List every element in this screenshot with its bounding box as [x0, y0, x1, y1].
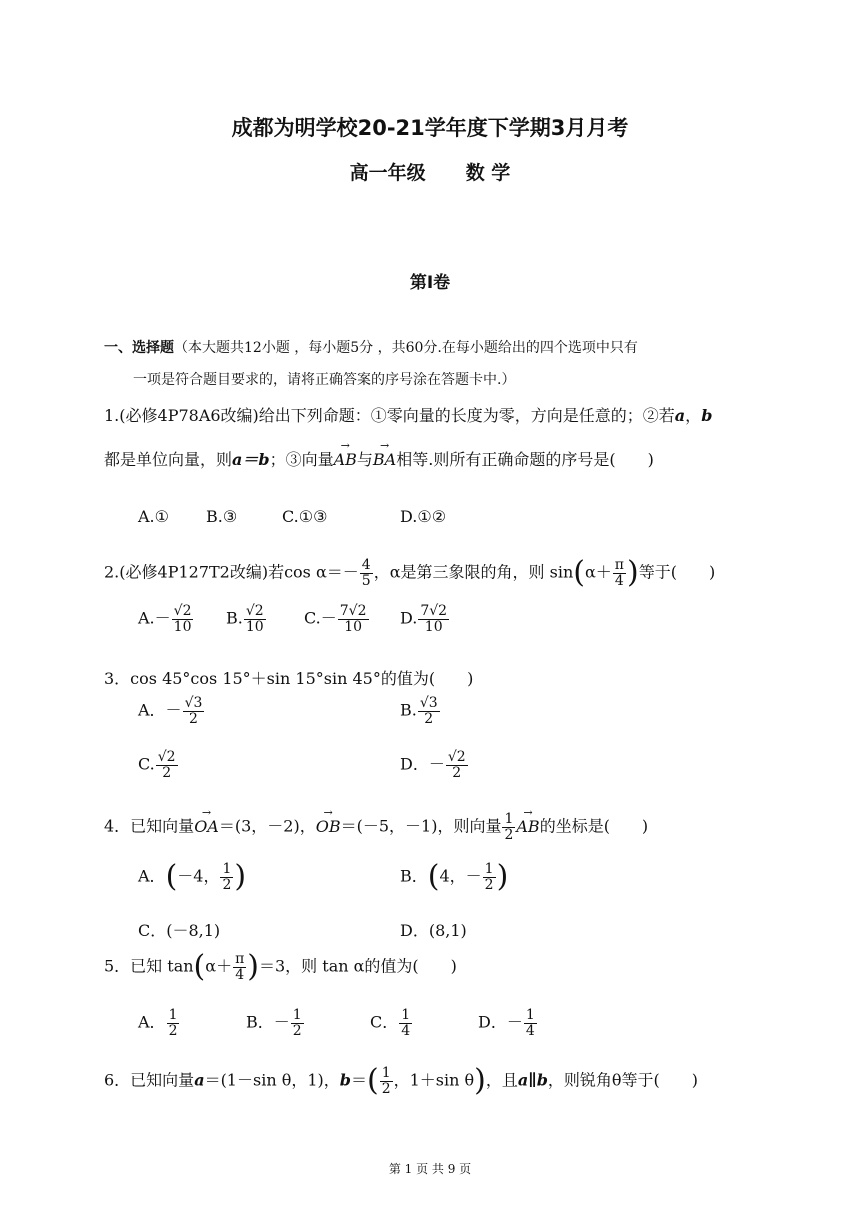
q3-stem: 3．cos 45°cos 15°＋sin 15°sin 45°的值为( ) [104, 669, 474, 688]
q5-pi-fraction [233, 952, 246, 982]
q4-frac-num: 1 [504, 811, 514, 827]
q6-parallel: a∥b [517, 1070, 548, 1090]
q4-b-inner: 4，－ [439, 866, 482, 886]
q4-frac-den: 2 [504, 826, 514, 843]
q1-option-b[interactable]: B.③ [206, 507, 238, 526]
q3-option-c[interactable] [138, 750, 179, 780]
q5-option-d-label: D．－ [478, 1012, 523, 1032]
q2-inner: α＋ [584, 562, 612, 582]
q2-fraction [360, 558, 373, 588]
q5-option-b[interactable] [246, 1008, 305, 1038]
q3-option-d-label: D．－ [400, 754, 445, 774]
q2-pi-den: 4 [614, 572, 624, 589]
vector-ab-q4: → AB [516, 817, 539, 836]
q3-option-a-frac [183, 696, 205, 726]
q2-d-num: 7√2 [420, 603, 448, 619]
q5-option-b-frac [291, 1008, 304, 1038]
section-desc-1: （本大题共12小题 ，每小题5分 ，共60分.在每小题给出的四个选项中只有 [174, 340, 638, 356]
left-paren: ( [193, 949, 206, 985]
q4-option-b[interactable] [400, 859, 509, 895]
section-label: 一、选择题 [104, 340, 174, 356]
q6-frac-den: 2 [381, 1080, 391, 1097]
q1-var-b: b [701, 406, 713, 425]
q6-stem [104, 1063, 699, 1099]
q6-text: 6．已知向量 [104, 1070, 195, 1090]
q2-b-den: 10 [245, 618, 264, 635]
q5-option-c-label: C． [370, 1012, 399, 1032]
grade-label: 高一年级 [349, 162, 426, 184]
q2-d-den: 10 [424, 618, 443, 635]
q5-option-b-label: B．－ [246, 1012, 290, 1032]
q2-c-den: 10 [344, 618, 363, 635]
q3-a-den: 2 [189, 710, 198, 727]
right-paren: ) [496, 859, 509, 895]
q3-option-b[interactable] [400, 696, 441, 726]
q4-option-a-frac [220, 862, 233, 892]
subject-label: 数 学 [465, 162, 511, 184]
q5-c-den: 4 [401, 1022, 411, 1039]
q2-option-d-label: D. [400, 608, 418, 628]
vector-oa: → OA [194, 817, 219, 836]
q2-option-b-frac [244, 604, 266, 634]
q2-stem [104, 555, 716, 591]
vector-ba: → BA [373, 450, 396, 469]
q2-option-a-frac [172, 604, 194, 634]
q4-b-num: 1 [484, 861, 494, 877]
q1-text-3: ；③向量 [269, 450, 334, 469]
q3-option-c-label: C. [138, 754, 155, 774]
q2-a-num: √2 [173, 603, 192, 619]
q5-option-a[interactable] [138, 1008, 180, 1038]
q5-option-d[interactable] [478, 1008, 538, 1038]
q4-a-den: 2 [222, 876, 232, 893]
exam-subtitle [0, 158, 860, 185]
q4-stem [104, 812, 648, 842]
q1-var-a: a [674, 406, 686, 425]
left-paren: ( [427, 859, 440, 895]
q2-frac-num: 4 [361, 557, 371, 573]
right-paren: ) [234, 859, 247, 895]
q1-option-d[interactable]: D.①② [400, 507, 447, 526]
q3-option-c-frac [156, 750, 178, 780]
q4-text-4: 的坐标是( ) [539, 816, 649, 836]
q4-option-d[interactable]: D．(8,1) [400, 921, 467, 940]
q2-text-2: ，α是第三象限的角，则 sin [373, 562, 574, 582]
q4-option-a[interactable] [138, 859, 247, 895]
page-footer: 第 1 页 共 9 页 [388, 1162, 472, 1176]
left-paren: ( [366, 1063, 379, 1099]
q2-option-a-label: A.－ [138, 608, 171, 628]
q6-fraction [380, 1066, 393, 1096]
q1-text-5: 相等.则所有正确命题的序号是( ) [396, 450, 654, 469]
q3-b-num: √3 [419, 695, 438, 711]
q4-option-b-label: B． [400, 866, 428, 886]
volume-label: 第Ⅰ卷 [409, 273, 451, 293]
right-paren: ) [474, 1063, 486, 1099]
q1-option-a[interactable]: A.① [138, 507, 169, 526]
q5-option-d-frac [524, 1008, 537, 1038]
right-paren: ) [247, 949, 259, 985]
vector-ab: → AB [334, 450, 357, 469]
q2-option-b-label: B. [226, 608, 243, 628]
q4-fraction [502, 812, 515, 842]
q5-option-a-frac [167, 1008, 180, 1038]
q5-a-num: 1 [168, 1007, 178, 1023]
section-desc-2: 一项是符合题目要求的，请将正确答案的序号涂在答题卡中.） [133, 372, 516, 388]
q5-option-c-frac [399, 1008, 412, 1038]
q1-text-4: 与 [356, 450, 373, 469]
q5-stem [104, 949, 457, 985]
q3-option-d[interactable] [400, 750, 469, 780]
q3-c-den: 2 [162, 764, 172, 781]
q4-a-num: 1 [222, 861, 232, 877]
q5-option-a-label: A． [138, 1012, 166, 1032]
q2-pi-num: π [614, 557, 624, 573]
q5-b-num: 1 [292, 1007, 302, 1023]
q2-option-c-label: C.－ [304, 608, 337, 628]
q6-frac-num: 1 [381, 1065, 391, 1081]
q2-option-c[interactable] [304, 604, 370, 634]
q1-option-c[interactable]: C.①③ [282, 507, 328, 526]
q3-b-den: 2 [424, 710, 434, 727]
q6-text-2: ＝(1－sin θ，1)， [204, 1070, 340, 1090]
q3-d-den: 2 [452, 764, 462, 781]
q5-pi-den: 4 [235, 966, 245, 983]
q2-option-d[interactable] [400, 604, 450, 634]
q1-eq: a＝b [232, 450, 270, 469]
q3-option-a[interactable] [138, 696, 205, 726]
q2-b-num: √2 [245, 603, 264, 619]
q4-b-den: 2 [484, 876, 494, 893]
q6-inner: ，1＋sin θ [393, 1070, 475, 1090]
q3-option-b-frac [418, 696, 440, 726]
q2-option-c-frac [338, 604, 369, 634]
q5-pi-num: π [235, 951, 245, 967]
q4-option-b-frac [483, 862, 496, 892]
q4-a-inner: －4， [177, 866, 220, 886]
q6-var-a: a [194, 1070, 205, 1090]
q4-text-3: ＝(－5，－1)，则向量 [340, 816, 502, 836]
q2-option-d-frac [418, 604, 449, 634]
exam-title: 成都为明学校20-21学年度下学期3月月考 [231, 116, 629, 140]
q1-sep: ， [685, 406, 702, 425]
q1-line2 [104, 447, 654, 470]
q1-line1 [104, 403, 712, 426]
q4-option-a-label: A． [138, 866, 166, 886]
q6-text-3: ＝ [350, 1070, 367, 1090]
q3-option-a-label: A．－ [138, 700, 182, 720]
q6-text-5: ，则锐角θ等于( ) [547, 1070, 699, 1090]
q5-c-num: 1 [401, 1007, 411, 1023]
q2-option-a[interactable] [138, 604, 194, 634]
q3-option-d-frac [446, 750, 468, 780]
q6-var-b: b [339, 1070, 351, 1090]
q5-option-c[interactable] [370, 1008, 413, 1038]
q2-text: 2.(必修4P127T2改编)若cos α＝－ [104, 562, 359, 582]
q5-text: 5．已知 tan [104, 956, 194, 976]
q5-text-2: ＝3，则 tan α的值为( ) [259, 956, 457, 976]
q3-a-num: √3 [184, 695, 203, 711]
q4-option-c[interactable]: C．(－8,1) [138, 921, 221, 940]
q2-frac-den: 5 [361, 572, 371, 589]
q1-text: 1.(必修4P78A6改编)给出下列命题：①零向量的长度为零，方向是任意的；②若 [104, 406, 675, 425]
q1-text-2: 都是单位向量，则 [104, 450, 233, 469]
q5-d-den: 4 [525, 1022, 535, 1039]
q5-b-den: 2 [292, 1022, 302, 1039]
q2-option-b[interactable] [226, 604, 267, 634]
q3-d-num: √2 [447, 749, 466, 765]
section-heading [104, 337, 638, 357]
right-paren: ) [626, 555, 639, 591]
q5-a-den: 2 [168, 1022, 178, 1039]
q4-text: 4．已知向量 [104, 816, 195, 836]
q3-c-num: √2 [157, 749, 176, 765]
q5-inner: α＋ [205, 956, 233, 976]
q3-option-b-label: B. [400, 700, 417, 720]
q2-c-num: 7√2 [339, 603, 367, 619]
q5-d-num: 1 [525, 1007, 535, 1023]
left-paren: ( [165, 859, 178, 895]
left-paren: ( [573, 555, 585, 591]
q2-a-den: 10 [173, 618, 192, 635]
q2-pi-fraction [613, 558, 626, 588]
vector-ob: → OB [316, 817, 341, 836]
q2-text-3: 等于( ) [638, 562, 716, 582]
q4-text-2: ＝(3，－2)， [218, 816, 316, 836]
q6-text-4: ，且 [485, 1070, 518, 1090]
